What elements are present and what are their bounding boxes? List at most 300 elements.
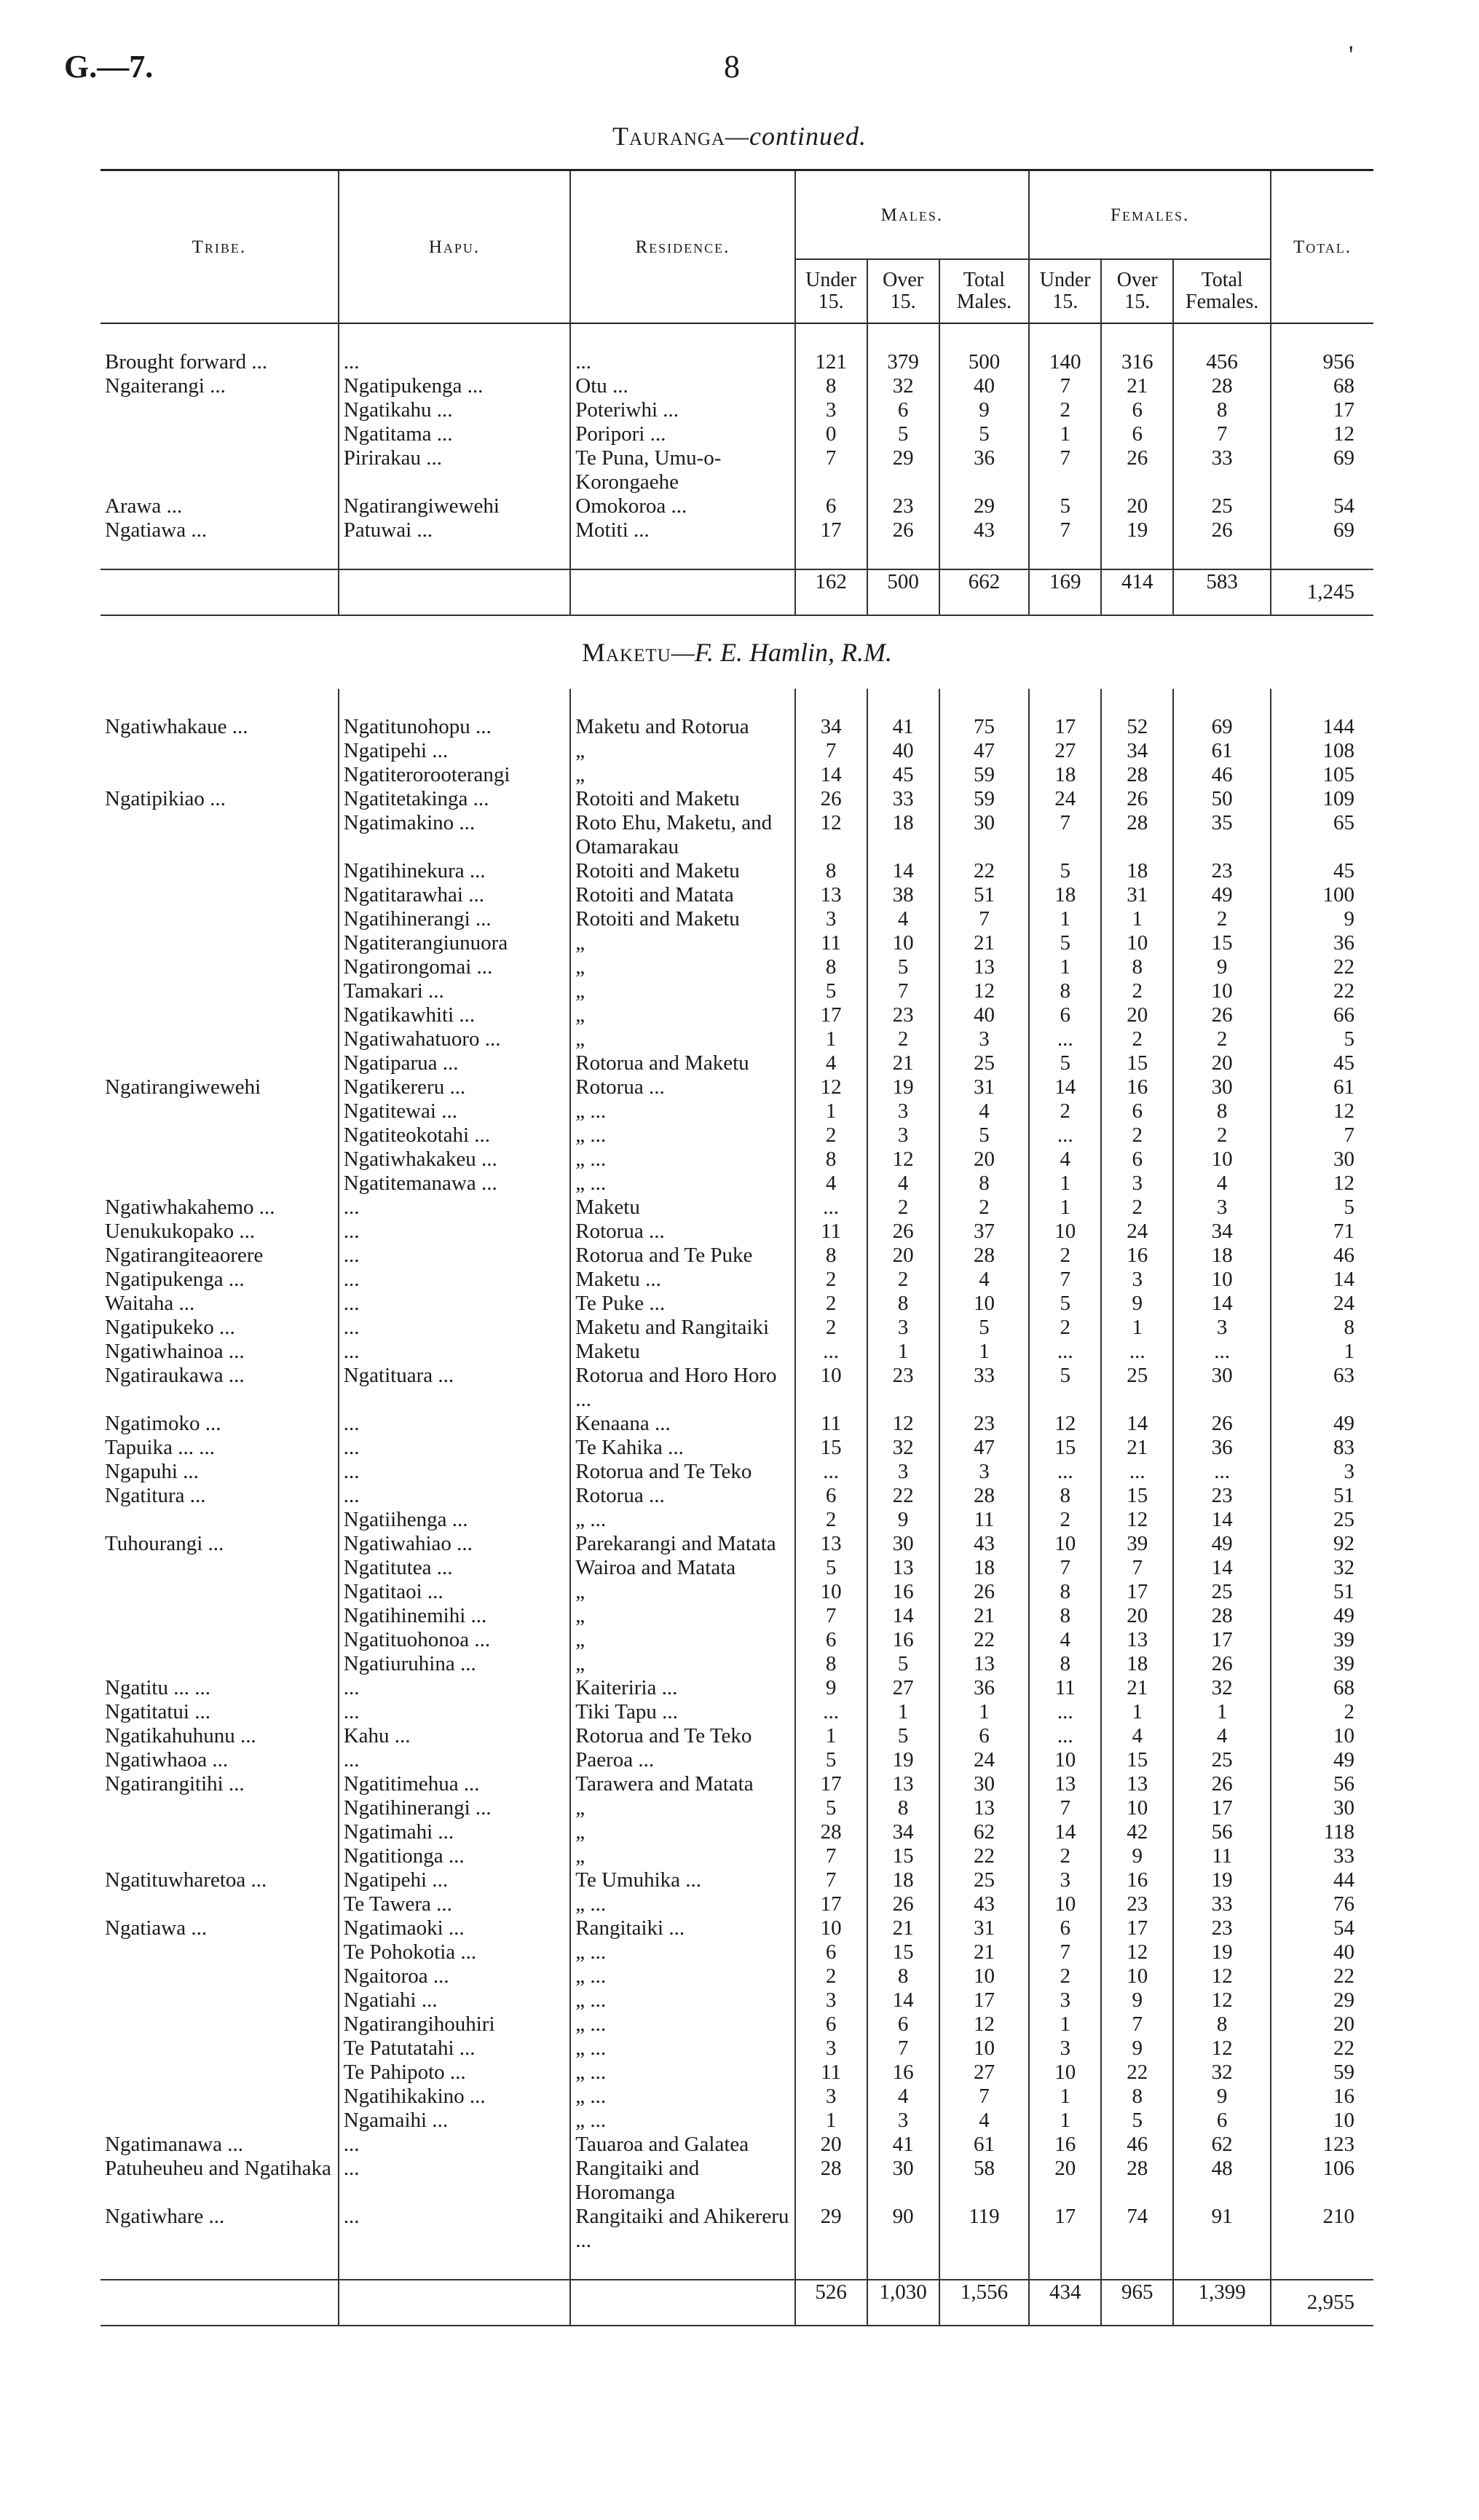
cell-females-over15: 6 [1101, 422, 1173, 446]
cell-females-under15: 7 [1029, 518, 1101, 542]
cell-hapu: ... [339, 1196, 571, 1220]
cell-total-males: 25 [939, 1051, 1030, 1075]
table-row [100, 1196, 1373, 1220]
cell-females-over15: 26 [1101, 446, 1173, 494]
cell-tribe: Ngatirangitihi ... [105, 1772, 245, 1796]
cell-total-males: 12 [939, 2013, 1030, 2037]
cell-hapu: ... [339, 1700, 571, 1724]
cell-males-under15: 5 [795, 979, 867, 1003]
cell-males-under15: 2 [795, 1123, 867, 1148]
header-total: Total. [1271, 170, 1373, 324]
cell-hapu: Ngatipehi ... [339, 1868, 571, 1892]
cell-males-under15: 17 [795, 1003, 867, 1027]
cell-females-over15: 10 [1101, 931, 1173, 955]
maketu-section-title: Maketu—F. E. Hamlin, R.M. [100, 615, 1373, 689]
cell-total-males: 17 [939, 1988, 1030, 2013]
cell-females-over15: 3 [1101, 1172, 1173, 1196]
cell-hapu: Ngatitetakinga ... [339, 787, 571, 811]
cell-males-over15: 41 [867, 2133, 939, 2157]
cell-males-over15: 16 [867, 2061, 939, 2085]
cell-males-over15: 20 [867, 1244, 939, 1268]
cell-males-over15: 26 [867, 1220, 939, 1244]
cell-females-under15: 7 [1029, 446, 1101, 494]
cell-males-over15: 34 [867, 1820, 939, 1844]
cell-females-under15: 1 [1029, 1172, 1101, 1196]
table-row [100, 398, 1373, 422]
cell-tribe: Ngatipikiao ... [105, 787, 226, 810]
cell-residence: „ [570, 1580, 794, 1604]
cell-hapu: Ngatituohonoa ... [339, 1628, 571, 1652]
cell-total-males: 10 [939, 1964, 1030, 1988]
table-row [100, 1099, 1373, 1123]
cell-total-males: 59 [939, 763, 1030, 787]
cell-females-under15: 1 [1029, 422, 1101, 446]
table-row [100, 2085, 1373, 2109]
cell-total-females: 7 [1173, 422, 1271, 446]
cell-tribe [100, 883, 339, 907]
total-total: 1,245 [1271, 569, 1373, 615]
table-row [100, 883, 1373, 907]
cell-hapu: Ngatitunohopu ... [339, 715, 571, 739]
cell-females-over15: 20 [1101, 494, 1173, 518]
cell-males-under15: 17 [795, 518, 867, 542]
table-row [100, 2037, 1373, 2061]
cell-total-females: 91 [1173, 2205, 1271, 2253]
cell-total-females: 11 [1173, 1844, 1271, 1868]
cell-total-males: 10 [939, 2037, 1030, 2061]
table-row [100, 1772, 1373, 1796]
table-row [100, 979, 1373, 1003]
cell-residence: „ ... [570, 2013, 794, 2037]
table-row [100, 1652, 1373, 1676]
cell-hapu: Ngatitionga ... [339, 1844, 571, 1868]
cell-males-under15: ... [795, 1196, 867, 1220]
cell-males-under15: 2 [795, 1508, 867, 1532]
cell-males-over15: 32 [867, 374, 939, 398]
total-males-over15: 1,030 [867, 2280, 939, 2326]
cell-females-over15: 28 [1101, 811, 1173, 859]
total-total-females: 583 [1173, 569, 1271, 615]
cell-total: 3 [1271, 1460, 1373, 1484]
cell-hapu: Ngatimakino ... [339, 811, 571, 859]
cell-males-over15: 5 [867, 955, 939, 979]
cell-residence: Maketu ... [570, 1268, 794, 1292]
cell-males-over15: 6 [867, 398, 939, 422]
cell-females-under15: 2 [1029, 1964, 1101, 1988]
cell-total: 25 [1271, 1508, 1373, 1532]
cell-hapu: ... [339, 1460, 571, 1484]
cell-total: 54 [1271, 1916, 1373, 1940]
cell-males-over15: 3 [867, 2109, 939, 2133]
cell-females-over15: 18 [1101, 859, 1173, 883]
cell-tribe: Patuheuheu and Ngatihaka [105, 2157, 331, 2180]
cell-residence: „ ... [570, 1964, 794, 1988]
cell-residence: Rotorua and Te Teko [570, 1724, 794, 1748]
cell-total-males: 13 [939, 1796, 1030, 1820]
cell-total-males: 27 [939, 2061, 1030, 2085]
cell-males-under15: 28 [795, 2157, 867, 2205]
table-row [100, 1292, 1373, 1316]
table-row [100, 1988, 1373, 2013]
table-row [100, 1700, 1373, 1724]
cell-males-over15: 90 [867, 2205, 939, 2253]
cell-females-under15: 27 [1029, 739, 1101, 763]
cell-tribe [100, 739, 339, 763]
cell-residence: „ ... [570, 1892, 794, 1916]
cell-tribe [100, 2037, 339, 2061]
cell-females-under15: 7 [1029, 374, 1101, 398]
table-row [100, 859, 1373, 883]
cell-tribe: Ngatiwhakaue ... [105, 715, 248, 738]
cell-females-under15: 17 [1029, 715, 1101, 739]
header-total-males: Total Males. [939, 259, 1030, 323]
cell-males-over15: 2 [867, 1196, 939, 1220]
cell-total: 30 [1271, 1148, 1373, 1172]
cell-total-females: 26 [1173, 1003, 1271, 1027]
cell-females-over15: 16 [1101, 1868, 1173, 1892]
cell-hapu: Ngatitemanawa ... [339, 1172, 571, 1196]
cell-females-under15: 8 [1029, 1580, 1101, 1604]
cell-males-under15: 4 [795, 1051, 867, 1075]
cell-residence: Roto Ehu, Maketu, and Otamarakau [570, 811, 794, 859]
cell-total-males: 5 [939, 422, 1030, 446]
table-row [100, 1892, 1373, 1916]
header-males: Males. [795, 170, 1030, 260]
cell-males-over15: 33 [867, 787, 939, 811]
cell-residence: Tauaroa and Galatea [570, 2133, 794, 2157]
cell-males-over15: 12 [867, 1148, 939, 1172]
cell-total-males: 31 [939, 1075, 1030, 1099]
total-females-over15: 414 [1101, 569, 1173, 615]
cell-females-over15: 14 [1101, 1412, 1173, 1436]
cell-tribe [100, 1820, 339, 1844]
cell-total-males: 18 [939, 1556, 1030, 1580]
cell-residence: „ ... [570, 1172, 794, 1196]
cell-males-over15: 45 [867, 763, 939, 787]
cell-hapu: Ngatitewai ... [339, 1099, 571, 1123]
cell-hapu: ... [339, 1484, 571, 1508]
cell-tribe [100, 763, 339, 787]
cell-total-females: 14 [1173, 1556, 1271, 1580]
cell-residence: „ [570, 1604, 794, 1628]
cell-males-over15: 3 [867, 1316, 939, 1340]
cell-total-males: 37 [939, 1220, 1030, 1244]
total-total-males: 662 [939, 569, 1030, 615]
total-total-males: 1,556 [939, 2280, 1030, 2326]
cell-females-under15: 6 [1029, 1916, 1101, 1940]
cell-tribe [100, 1940, 339, 1964]
cell-females-under15: 1 [1029, 2013, 1101, 2037]
cell-males-over15: 15 [867, 1940, 939, 1964]
cell-total-males: 59 [939, 787, 1030, 811]
cell-males-over15: 2 [867, 1268, 939, 1292]
cell-males-over15: 8 [867, 1796, 939, 1820]
cell-tribe [100, 398, 339, 422]
cell-females-over15: 52 [1101, 715, 1173, 739]
cell-hapu: ... [339, 1412, 571, 1436]
cell-males-over15: 23 [867, 1003, 939, 1027]
cell-total: 123 [1271, 2133, 1373, 2157]
cell-total: 49 [1271, 1412, 1373, 1436]
cell-total: 51 [1271, 1484, 1373, 1508]
cell-hapu: ... [339, 1676, 571, 1700]
cell-males-over15: 22 [867, 1484, 939, 1508]
cell-total-males: 21 [939, 931, 1030, 955]
cell-total: 45 [1271, 859, 1373, 883]
cell-total: 12 [1271, 1172, 1373, 1196]
cell-tribe [100, 1027, 339, 1051]
cell-females-over15: 24 [1101, 1220, 1173, 1244]
cell-tribe: Ngatiwhakahemo ... [105, 1196, 275, 1219]
cell-tribe [100, 446, 339, 494]
cell-total: 46 [1271, 1244, 1373, 1268]
cell-residence: Rotoiti and Matata [570, 883, 794, 907]
cell-total-females: 46 [1173, 763, 1271, 787]
cell-males-under15: 15 [795, 1436, 867, 1460]
table-row [100, 739, 1373, 763]
cell-females-over15: 6 [1101, 398, 1173, 422]
cell-hapu: ... [339, 1748, 571, 1772]
cell-females-under15: 2 [1029, 1508, 1101, 1532]
cell-females-over15: 26 [1101, 787, 1173, 811]
cell-total-males: 2 [939, 1196, 1030, 1220]
cell-hapu: Tamakari ... [339, 979, 571, 1003]
cell-total-females: 17 [1173, 1796, 1271, 1820]
cell-hapu: ... [339, 1340, 571, 1364]
cell-males-over15: 26 [867, 518, 939, 542]
tauranga-rows [100, 323, 1373, 615]
cell-residence: „ [570, 1652, 794, 1676]
cell-tribe: Ngaiterangi ... [105, 374, 226, 398]
cell-total: 69 [1271, 446, 1373, 494]
cell-residence: Poteriwhi ... [570, 398, 794, 422]
cell-total-females: 19 [1173, 1940, 1271, 1964]
cell-males-over15: 3 [867, 1123, 939, 1148]
cell-residence: „ [570, 739, 794, 763]
cell-females-under15: 8 [1029, 1652, 1101, 1676]
cell-residence: Rotorua and Te Teko [570, 1460, 794, 1484]
cell-residence: Te Puna, Umu-o-Korongaehe [570, 446, 794, 494]
cell-total: 14 [1271, 1268, 1373, 1292]
cell-females-over15: 8 [1101, 955, 1173, 979]
cell-total: 144 [1271, 715, 1373, 739]
cell-hapu: ... [339, 2133, 571, 2157]
cell-residence: Maketu and Rotorua [570, 715, 794, 739]
cell-total: 7 [1271, 1123, 1373, 1148]
cell-hapu: Te Pohokotia ... [339, 1940, 571, 1964]
cell-residence: Rotoiti and Maketu [570, 787, 794, 811]
cell-tribe: Uenukukopako ... [105, 1220, 256, 1243]
cell-females-over15: 3 [1101, 1268, 1173, 1292]
cell-total-males: 500 [939, 350, 1030, 374]
cell-females-under15: 8 [1029, 1484, 1101, 1508]
cell-residence: Motiti ... [570, 518, 794, 542]
cell-hapu: Ngatitarawhai ... [339, 883, 571, 907]
cell-females-under15: 15 [1029, 1436, 1101, 1460]
cell-total-females: 26 [1173, 1412, 1271, 1436]
cell-females-under15: 5 [1029, 859, 1101, 883]
cell-total-females: 34 [1173, 1220, 1271, 1244]
census-table [100, 169, 1373, 2326]
table-row [100, 1604, 1373, 1628]
cell-males-under15: 2 [795, 1316, 867, 1340]
cell-total-females: 48 [1173, 2157, 1271, 2205]
cell-tribe: Ngatiwhaoa ... [105, 1748, 229, 1771]
cell-males-over15: 19 [867, 1748, 939, 1772]
cell-tribe [100, 2061, 339, 2085]
cell-total-males: 119 [939, 2205, 1030, 2253]
cell-tribe [100, 955, 339, 979]
cell-tribe: Ngatituwharetoa ... [105, 1868, 267, 1892]
cell-females-over15: 28 [1101, 2157, 1173, 2205]
header-males-over15: Over 15. [867, 259, 939, 323]
cell-total-males: 43 [939, 1892, 1030, 1916]
cell-females-over15: 25 [1101, 1364, 1173, 1412]
cell-hapu: Ngatikawhiti ... [339, 1003, 571, 1027]
cell-males-over15: 26 [867, 1892, 939, 1916]
cell-total: 100 [1271, 883, 1373, 907]
cell-residence: Rotorua ... [570, 1484, 794, 1508]
cell-total-males: 4 [939, 2109, 1030, 2133]
cell-hapu: Ngatikereru ... [339, 1075, 571, 1099]
cell-females-over15: 5 [1101, 2109, 1173, 2133]
cell-total-females: 33 [1173, 1892, 1271, 1916]
cell-total-females: 12 [1173, 1988, 1271, 2013]
cell-males-under15: 17 [795, 1892, 867, 1916]
cell-males-over15: 3 [867, 1099, 939, 1123]
cell-females-under15: 2 [1029, 1244, 1101, 1268]
cell-total-females: 8 [1173, 2013, 1271, 2037]
cell-hapu: ... [339, 1436, 571, 1460]
cell-hapu: Ngatihinekura ... [339, 859, 571, 883]
table-row [100, 1075, 1373, 1099]
cell-tribe [100, 1604, 339, 1628]
cell-males-over15: 29 [867, 446, 939, 494]
cell-total: 49 [1271, 1604, 1373, 1628]
cell-females-under15: 18 [1029, 763, 1101, 787]
cell-males-over15: 3 [867, 1460, 939, 1484]
cell-total: 29 [1271, 1988, 1373, 2013]
cell-males-under15: 7 [795, 1868, 867, 1892]
cell-males-over15: 19 [867, 1075, 939, 1099]
cell-total-females: 12 [1173, 1964, 1271, 1988]
total-females-under15: 434 [1029, 2280, 1101, 2326]
cell-males-over15: 23 [867, 1364, 939, 1412]
cell-males-under15: 8 [795, 955, 867, 979]
cell-total: 9 [1271, 907, 1373, 931]
cell-females-under15: 1 [1029, 2085, 1101, 2109]
cell-males-over15: 1 [867, 1700, 939, 1724]
cell-males-over15: 4 [867, 2085, 939, 2109]
cell-males-over15: 5 [867, 422, 939, 446]
cell-total: 106 [1271, 2157, 1373, 2205]
cell-residence: Tiki Tapu ... [570, 1700, 794, 1724]
cell-hapu: ... [339, 350, 571, 374]
cell-total: 40 [1271, 1940, 1373, 1964]
cell-hapu: Ngatipukenga ... [339, 374, 571, 398]
cell-residence: Maketu [570, 1196, 794, 1220]
cell-total: 63 [1271, 1364, 1373, 1412]
cell-males-under15: 17 [795, 1772, 867, 1796]
cell-total: 118 [1271, 1820, 1373, 1844]
cell-hapu: Ngatituara ... [339, 1364, 571, 1412]
cell-tribe [100, 907, 339, 931]
cell-residence: Paeroa ... [570, 1748, 794, 1772]
cell-residence: Te Umuhika ... [570, 1868, 794, 1892]
cell-females-over15: 9 [1101, 2037, 1173, 2061]
cell-total-males: 30 [939, 811, 1030, 859]
cell-females-under15: 4 [1029, 1628, 1101, 1652]
cell-total-males: 1 [939, 1700, 1030, 1724]
cell-total-males: 23 [939, 1412, 1030, 1436]
cell-males-under15: 1 [795, 1099, 867, 1123]
cell-tribe: Tapuika ... ... [105, 1436, 215, 1459]
cell-total-males: 4 [939, 1099, 1030, 1123]
cell-total-females: 26 [1173, 518, 1271, 542]
cell-males-under15: 26 [795, 787, 867, 811]
cell-females-under15: 7 [1029, 1940, 1101, 1964]
cell-tribe [100, 1148, 339, 1172]
cell-females-over15: 16 [1101, 1075, 1173, 1099]
cell-total-males: 11 [939, 1508, 1030, 1532]
cell-males-under15: 5 [795, 1748, 867, 1772]
table-row [100, 1220, 1373, 1244]
cell-residence: Maketu [570, 1340, 794, 1364]
cell-total-males: 5 [939, 1123, 1030, 1148]
cell-tribe [100, 2013, 339, 2037]
cell-total: 33 [1271, 1844, 1373, 1868]
table-row [100, 1964, 1373, 1988]
cell-total-males: 47 [939, 739, 1030, 763]
cell-males-over15: 14 [867, 1604, 939, 1628]
cell-residence: Rotorua and Te Puke [570, 1244, 794, 1268]
cell-total: 5 [1271, 1196, 1373, 1220]
cell-females-under15: 2 [1029, 398, 1101, 422]
cell-residence: „ ... [570, 1508, 794, 1532]
cell-males-over15: 27 [867, 1676, 939, 1700]
cell-residence: „ [570, 1796, 794, 1820]
cell-total-females: 2 [1173, 1027, 1271, 1051]
cell-total: 32 [1271, 1556, 1373, 1580]
cell-residence: „ ... [570, 2037, 794, 2061]
cell-males-under15: 10 [795, 1916, 867, 1940]
cell-males-under15: 6 [795, 1628, 867, 1652]
cell-total: 92 [1271, 1532, 1373, 1556]
cell-females-over15: 31 [1101, 883, 1173, 907]
total-total: 2,955 [1271, 2280, 1373, 2326]
cell-total-males: 40 [939, 374, 1030, 398]
cell-males-over15: 7 [867, 2037, 939, 2061]
table-row [100, 1748, 1373, 1772]
cell-males-over15: 40 [867, 739, 939, 763]
cell-males-over15: 12 [867, 1412, 939, 1436]
total-males-under15: 526 [795, 2280, 867, 2326]
cell-females-over15: 22 [1101, 2061, 1173, 2085]
cell-females-under15: 140 [1029, 350, 1101, 374]
cell-females-over15: 9 [1101, 1844, 1173, 1868]
cell-females-under15: 4 [1029, 1148, 1101, 1172]
cell-females-over15: 4 [1101, 1724, 1173, 1748]
cell-males-over15: 5 [867, 1652, 939, 1676]
cell-total-males: 4 [939, 1268, 1030, 1292]
cell-females-over15: 18 [1101, 1652, 1173, 1676]
cell-males-under15: 7 [795, 1604, 867, 1628]
cell-females-over15: 21 [1101, 1676, 1173, 1700]
header-residence: Residence. [570, 170, 794, 324]
cell-females-over15: 8 [1101, 2085, 1173, 2109]
cell-females-over15: 1 [1101, 1316, 1173, 1340]
cell-total: 61 [1271, 1075, 1373, 1099]
